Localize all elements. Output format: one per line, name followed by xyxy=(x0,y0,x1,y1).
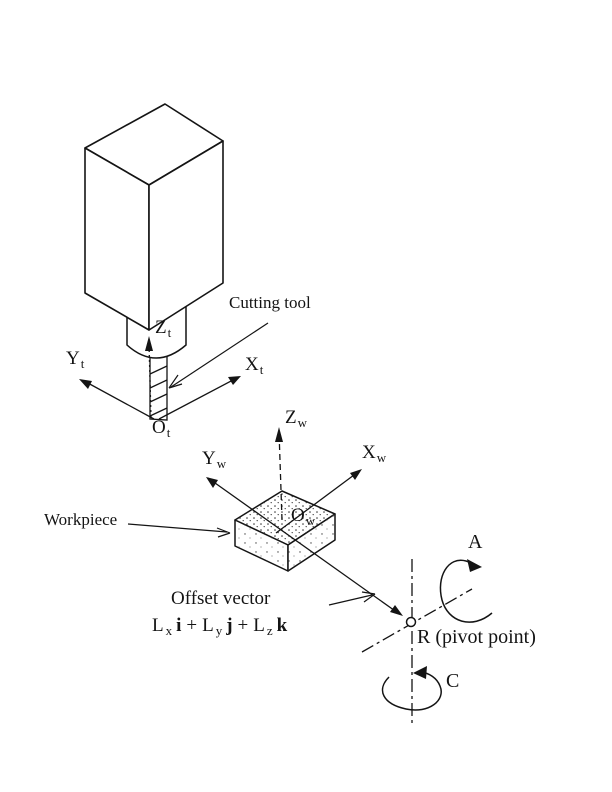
sub-z: z xyxy=(266,623,273,638)
zw-axis-label xyxy=(285,408,307,429)
yt-axis-label xyxy=(66,349,84,370)
offset-vector-pointer-arrow xyxy=(329,592,375,605)
zt-sub: t xyxy=(167,325,172,340)
yw-sub: w xyxy=(216,456,227,471)
zt-main: Z xyxy=(155,317,167,338)
formula-term-x xyxy=(152,615,181,636)
xt-axis-label xyxy=(245,355,263,376)
xw-main: X xyxy=(362,442,376,463)
sub-x: x xyxy=(165,623,173,638)
unit-k: k xyxy=(276,615,288,636)
yt-main: Y xyxy=(66,348,80,369)
xw-axis-label xyxy=(362,443,386,464)
zw-main: Z xyxy=(285,407,297,428)
plus-sign-2: + xyxy=(237,615,249,636)
unit-i: i xyxy=(176,615,182,636)
spindle-housing xyxy=(85,104,223,330)
offset-vector-label: Offset vector xyxy=(171,588,271,609)
yw-main: Y xyxy=(202,448,216,469)
plus-sign-1: + xyxy=(186,615,198,636)
ow-sub: w xyxy=(305,513,316,528)
yw-axis-label xyxy=(202,449,226,470)
work-origin-label xyxy=(291,506,315,527)
coef-z: L xyxy=(253,615,265,636)
offset-vector-formula xyxy=(152,616,287,637)
pivot-point-marker xyxy=(407,618,416,627)
coef-y: L xyxy=(202,615,214,636)
ot-main: O xyxy=(152,417,166,438)
cutting-tool-shank xyxy=(150,352,167,420)
xt-axis-arrow xyxy=(159,376,241,419)
ow-main: O xyxy=(291,505,305,526)
sub-y: y xyxy=(215,623,223,638)
unit-j: j xyxy=(226,615,233,636)
c-rotation-label: C xyxy=(446,670,460,692)
workpiece-label: Workpiece xyxy=(44,510,118,529)
zw-sub: w xyxy=(297,415,307,430)
coef-x: L xyxy=(152,615,164,636)
ot-sub: t xyxy=(166,425,171,440)
a-rotation-arrow xyxy=(440,559,492,622)
workpiece-leader-arrow xyxy=(128,524,230,537)
xw-sub: w xyxy=(376,450,387,465)
cutting-tool-label: Cutting tool xyxy=(229,293,311,312)
a-rotation-label: A xyxy=(468,531,483,553)
yt-sub: t xyxy=(80,356,85,371)
yt-axis-arrow xyxy=(79,379,154,419)
tool-origin-label xyxy=(152,418,170,439)
formula-term-y xyxy=(202,615,232,636)
pivot-point-label: R (pivot point) xyxy=(417,626,536,648)
formula-term-z xyxy=(253,615,287,636)
xt-main: X xyxy=(245,354,259,375)
zt-axis-label xyxy=(155,318,171,339)
workpiece-box xyxy=(235,491,335,571)
xt-sub: t xyxy=(259,362,264,377)
